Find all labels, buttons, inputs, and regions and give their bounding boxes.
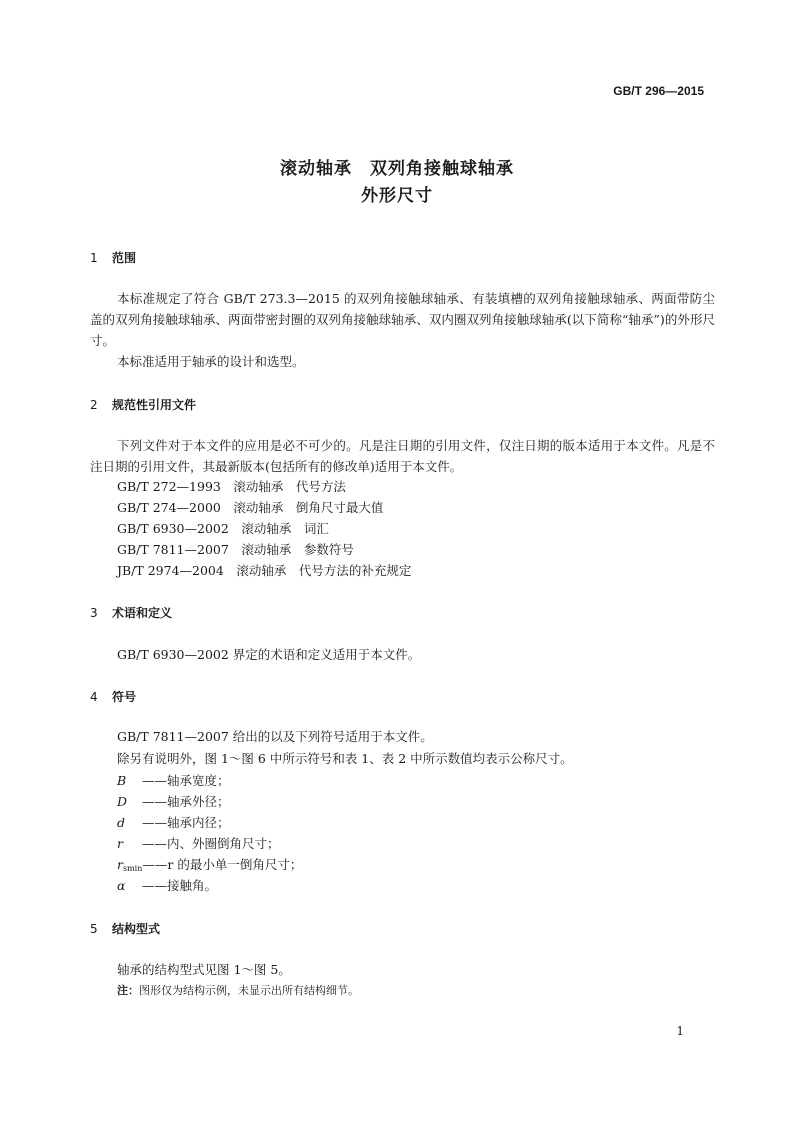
section-heading-4 (90, 688, 136, 705)
section-number: 3 (90, 606, 98, 620)
reference-item: JB/T 2974—2004 滚动轴承 代号方法的补充规定 (117, 563, 412, 578)
symbol-row (117, 813, 230, 831)
symbol: d (117, 815, 126, 830)
reference-item: GB/T 274—2000 滚动轴承 倒角尺寸最大值 (117, 500, 384, 515)
symbols-paragraph-1: GB/T 7811—2007 给出的以及下列符号适用于本文件。 (117, 729, 433, 744)
symbol-description: ——r 的最小单一倒角尺寸； (142, 857, 303, 872)
section-number: 1 (90, 251, 98, 265)
symbol-description: ——轴承外径； (142, 794, 230, 809)
standard-number: GB/T 296—2015 (613, 84, 704, 98)
symbol-description: ——轴承内径； (142, 815, 230, 830)
reference-item: GB/T 6930—2002 滚动轴承 词汇 (117, 521, 329, 536)
symbol: D (117, 794, 128, 809)
document-title-line2: 外形尺寸 (361, 186, 433, 206)
symbol: r (117, 836, 123, 851)
symbol-description: ——轴承宽度； (142, 773, 230, 788)
section-title: 范围 (112, 251, 137, 265)
symbol-base: r (117, 857, 123, 872)
refs-intro-paragraph: 下列文件对于本文件的应用是必不可少的。凡是注日期的引用文件，仅注日期的版本适用于本文件。凡是不注日期的引用文件，其最新版本(包括所有的修改单)适用于本文件。 (90, 438, 715, 474)
terms-paragraph: GB/T 6930—2002 界定的术语和定义适用于本文件。 (117, 647, 421, 662)
scope-paragraph-2: 本标准适用于轴承的设计和选型。 (117, 354, 305, 369)
section-title: 结构型式 (112, 922, 161, 936)
section-title: 符号 (112, 690, 137, 704)
symbol (117, 857, 142, 873)
symbol-row (117, 792, 230, 810)
symbol-row (117, 771, 230, 789)
symbols-paragraph-2: 除另有说明外，图 1～图 6 中所示符号和表 1、表 2 中所示数值均表示公称尺寸。 (117, 751, 573, 766)
symbol-row (117, 855, 302, 873)
section-number: 4 (90, 690, 98, 704)
symbol-subscript: smin (122, 864, 143, 873)
reference-item: GB/T 7811—2007 滚动轴承 参数符号 (117, 542, 354, 557)
section-heading-5 (90, 920, 160, 937)
symbol-row (117, 876, 217, 894)
note-label: 注： (117, 984, 139, 997)
note-text: 图形仅为结构示例，未显示出所有结构细节。 (139, 984, 359, 997)
section-number: 2 (90, 398, 98, 412)
section-heading-2 (90, 396, 196, 413)
symbol: α (117, 878, 126, 893)
section-number: 5 (90, 922, 98, 936)
symbol-description: ——内、外圈倒角尺寸； (142, 836, 280, 851)
section-title: 规范性引用文件 (112, 398, 197, 412)
section-title: 术语和定义 (112, 606, 173, 620)
symbol-description: ——接触角。 (142, 878, 218, 893)
section-heading-1 (90, 249, 136, 266)
structure-paragraph: 轴承的结构型式见图 1～图 5。 (117, 962, 291, 977)
symbol-row (117, 834, 280, 852)
document-title-line1: 滚动轴承 双列角接触球轴承 (280, 159, 514, 179)
symbol: B (117, 773, 127, 788)
structure-note (117, 982, 359, 998)
reference-item: GB/T 272—1993 滚动轴承 代号方法 (117, 479, 346, 494)
section-heading-3 (90, 604, 172, 621)
scope-paragraph-1: 本标准规定了符合 GB/T 273.3—2015 的双列角接触球轴承、有装填槽的双列角接触球轴承、两面带防尘盖的双列角接触球轴承、两面带密封圈的双列角接触球轴承、双内圈双列角接触球轴承(以下简称“轴承”)的外形尺寸。 (90, 291, 715, 348)
page-number: 1 (676, 1024, 684, 1038)
